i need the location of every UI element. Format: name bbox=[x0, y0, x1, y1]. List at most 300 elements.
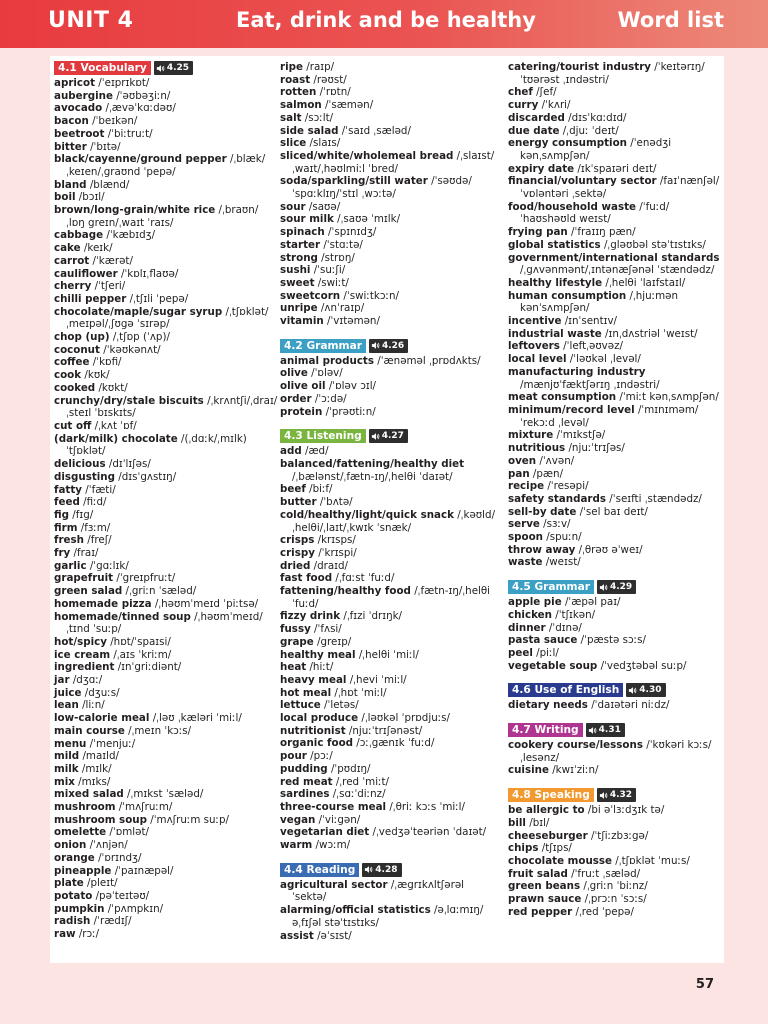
word-entry bbox=[280, 458, 504, 471]
word-entry bbox=[280, 879, 504, 892]
headword: sweetcorn bbox=[280, 289, 341, 302]
headword: cooked bbox=[54, 381, 96, 394]
headword: leftovers bbox=[508, 340, 560, 353]
pronunciation: /ˈtʃɪkən/ bbox=[551, 608, 596, 621]
pronunciation: /ˈfruːt ˌsæləd/ bbox=[567, 867, 641, 880]
pronunciation: /ˈkʊkəri kɔːs/ bbox=[642, 739, 712, 752]
pronunciation: /ɪnˈsentɪv/ bbox=[561, 315, 618, 328]
word-entry bbox=[54, 852, 276, 865]
word-entry bbox=[54, 915, 276, 928]
pronunciation: /ˈgɑːlɪk/ bbox=[86, 559, 129, 572]
headword: sushi bbox=[280, 264, 311, 277]
headword: be allergic to bbox=[508, 804, 585, 817]
pronunciation-continuation: ˌtɪnd ˈsuːp/ bbox=[66, 623, 122, 636]
word-entry bbox=[54, 712, 276, 725]
headword: sardines bbox=[280, 788, 330, 801]
headword: disgusting bbox=[54, 470, 116, 483]
section-title: Word list bbox=[617, 8, 724, 32]
pronunciation-continuation: ˈtʊərəst ˌɪndəstri/ bbox=[520, 73, 609, 86]
pronunciation: /ˈkəʊkənʌt/ bbox=[99, 343, 161, 356]
headword: serve bbox=[508, 518, 540, 531]
word-entry bbox=[508, 855, 724, 868]
pronunciation: /ˌhəʊmˈmeɪd ˈpiːtsə/ bbox=[151, 597, 259, 610]
headword: side salad bbox=[280, 124, 339, 137]
word-entry bbox=[54, 484, 276, 497]
pronunciation: /ˌhəʊmˈmeɪd/ bbox=[190, 610, 263, 623]
headword: due date bbox=[508, 124, 560, 137]
word-list-panel bbox=[50, 56, 724, 963]
pronunciation: /kwɪˈziːn/ bbox=[548, 764, 599, 777]
headword: apple pie bbox=[508, 596, 562, 609]
pronunciation: /ˈvedʒtəbəl suːp/ bbox=[597, 659, 687, 672]
word-entry bbox=[280, 737, 504, 750]
audio-track-button[interactable] bbox=[597, 580, 636, 594]
headword: milk bbox=[54, 762, 79, 775]
word-entry bbox=[280, 496, 504, 509]
section-heading bbox=[508, 723, 724, 737]
word-entry bbox=[508, 391, 724, 404]
pronunciation: /ˈɔːdə/ bbox=[311, 392, 347, 405]
headword: starter bbox=[280, 238, 321, 251]
audio-track-button[interactable] bbox=[369, 339, 408, 353]
pronunciation: /ˈɒrɪndʒ/ bbox=[94, 851, 142, 864]
pronunciation: /ˈtʃiːzbɜːgə/ bbox=[587, 829, 649, 842]
headword: vegan bbox=[280, 813, 316, 826]
headword: juice bbox=[54, 686, 82, 699]
word-entry bbox=[508, 531, 724, 544]
pronunciation: /maɪld/ bbox=[79, 750, 119, 763]
headword: incentive bbox=[508, 315, 562, 328]
pronunciation: /ˈeɪprɪkɒt/ bbox=[95, 77, 150, 89]
word-entry bbox=[280, 763, 504, 776]
pronunciation: /ˌmɪkst ˈsæləd/ bbox=[123, 788, 204, 801]
word-entry bbox=[508, 137, 724, 150]
word-entry bbox=[54, 928, 276, 941]
pronunciation: /ˈfʌsi/ bbox=[310, 623, 342, 636]
word-entry bbox=[508, 609, 724, 622]
section-label: 4.5 Grammar bbox=[508, 580, 594, 594]
pronunciation: /ˈænəməl ˌprɒdʌkts/ bbox=[373, 354, 481, 367]
word-entry bbox=[280, 547, 504, 560]
pronunciation: /strɒŋ/ bbox=[317, 251, 355, 264]
word-entry bbox=[54, 611, 276, 624]
headword: cookery course/lessons bbox=[508, 739, 643, 752]
word-entry bbox=[508, 596, 724, 609]
pronunciation: /ˈmiːt kənˌsʌmpʃən/ bbox=[616, 391, 719, 404]
pronunciation: /ˌhɒt ˈmiːl/ bbox=[331, 686, 387, 699]
word-entry bbox=[54, 547, 276, 560]
pronunciation: /əˈsɪst/ bbox=[313, 929, 352, 942]
pronunciation: /ˌævəˈkɑːdəʊ/ bbox=[102, 102, 176, 115]
word-entry bbox=[54, 801, 276, 814]
word-entry bbox=[280, 725, 504, 738]
headword: plate bbox=[54, 877, 84, 890]
pronunciation: /ˌhelθi ˈmiːl/ bbox=[355, 648, 419, 661]
pronunciation: /ˈsaɪd ˌsæləd/ bbox=[338, 124, 411, 137]
headword: unripe bbox=[280, 302, 318, 315]
pronunciation: /krɪsps/ bbox=[314, 534, 356, 547]
pronunciation: /ˌhjuːmən bbox=[626, 289, 679, 302]
word-entry bbox=[54, 268, 276, 281]
headword: (dark/milk) chocolate bbox=[54, 432, 178, 445]
word-entry bbox=[508, 739, 724, 752]
section-heading bbox=[280, 429, 504, 443]
headword: mix bbox=[54, 775, 75, 788]
headword: lean bbox=[54, 699, 79, 712]
pronunciation: /ˌkʌt ˈɒf/ bbox=[91, 419, 137, 432]
pronunciation: /ˈseɪfti ˌstændədz/ bbox=[606, 492, 702, 505]
headword: organic food bbox=[280, 737, 354, 750]
headword: menu bbox=[54, 737, 87, 750]
headword: sour milk bbox=[280, 213, 334, 226]
word-entry bbox=[54, 255, 276, 268]
headword: vegetarian diet bbox=[280, 826, 370, 839]
headword: order bbox=[280, 392, 312, 405]
pronunciation: /ˌmeɪn ˈkɔːs/ bbox=[124, 724, 192, 737]
headword: homemade pizza bbox=[54, 597, 152, 610]
word-entry bbox=[54, 306, 276, 319]
word-entry bbox=[280, 788, 504, 801]
word-entry bbox=[54, 420, 276, 433]
word-entry bbox=[508, 328, 724, 341]
headword: rotten bbox=[280, 86, 317, 99]
headword: delicious bbox=[54, 458, 106, 471]
section-heading bbox=[508, 580, 724, 594]
speaker-icon bbox=[599, 791, 608, 800]
headword: onion bbox=[54, 839, 87, 852]
word-entry bbox=[54, 661, 276, 674]
headword: safety standards bbox=[508, 492, 606, 505]
audio-track-number: 4.31 bbox=[598, 725, 621, 736]
headword: firm bbox=[54, 521, 78, 534]
word-entry bbox=[508, 468, 724, 481]
audio-track-button[interactable] bbox=[154, 61, 193, 75]
word-entry bbox=[280, 674, 504, 687]
page-number: 57 bbox=[695, 977, 714, 992]
word-entry bbox=[508, 239, 724, 252]
pronunciation: /ˈbeɪkən/ bbox=[88, 115, 138, 128]
pronunciation-continuation: /ˌgʌvənmənt/ˌɪntənæʃənəl ˈstændədz/ bbox=[520, 264, 715, 277]
headword: pineapple bbox=[54, 864, 112, 877]
word-entry bbox=[54, 572, 276, 585]
word-entry bbox=[508, 647, 724, 660]
pronunciation: /ˈpʌmpkɪn/ bbox=[104, 902, 164, 915]
headword: fatty bbox=[54, 483, 82, 496]
headword: assist bbox=[280, 929, 314, 942]
headword: chicken bbox=[508, 608, 552, 621]
pronunciation: /ˈmʌʃruːm suːp/ bbox=[146, 813, 230, 826]
headword: pumpkin bbox=[54, 902, 105, 915]
pronunciation: /ˈenədʒi bbox=[626, 137, 672, 150]
headword: grapefruit bbox=[54, 572, 114, 585]
headword: orange bbox=[54, 851, 95, 864]
word-entry bbox=[280, 239, 504, 252]
word-entry bbox=[54, 763, 276, 776]
pronunciation: /ɪkˈspaɪəri deɪt/ bbox=[574, 162, 657, 175]
headword: butter bbox=[280, 496, 317, 509]
section-label: 4.4 Reading bbox=[280, 863, 359, 877]
pronunciation: /bɪl/ bbox=[525, 816, 550, 829]
word-entry bbox=[54, 128, 276, 141]
word-entry bbox=[508, 201, 724, 214]
word-entry bbox=[54, 534, 276, 547]
pronunciation: /ˈpaɪnæpəl/ bbox=[111, 864, 174, 877]
word-entry bbox=[54, 560, 276, 573]
audio-track-number: 4.30 bbox=[639, 685, 662, 696]
speaker-icon bbox=[599, 583, 608, 592]
headword: pasta sauce bbox=[508, 634, 578, 647]
headword: coffee bbox=[54, 356, 90, 369]
word-entry bbox=[508, 544, 724, 557]
word-entry bbox=[508, 842, 724, 855]
headword: healthy lifestyle bbox=[508, 276, 603, 289]
headword: three-course meal bbox=[280, 800, 387, 813]
pronunciation: /ˈkɒfi/ bbox=[89, 356, 122, 369]
headword: balanced/fattening/healthy diet bbox=[280, 457, 465, 470]
pronunciation: /ˌaɪs ˈkriːm/ bbox=[110, 648, 172, 661]
word-entry bbox=[54, 687, 276, 700]
headword: cheeseburger bbox=[508, 829, 588, 842]
pronunciation: /mɪlk/ bbox=[78, 762, 112, 775]
headword: dried bbox=[280, 559, 311, 572]
word-entry bbox=[54, 496, 276, 509]
pronunciation: /ˈmenjuː/ bbox=[86, 737, 136, 750]
pronunciation: /pæn/ bbox=[529, 467, 564, 480]
pronunciation: /mɪks/ bbox=[74, 775, 111, 788]
pronunciation: /sɜːv/ bbox=[539, 518, 571, 531]
headword: cake bbox=[54, 242, 81, 255]
pronunciation: /ˈprəʊtiːn/ bbox=[322, 405, 376, 418]
word-entry bbox=[54, 433, 276, 446]
word-entry bbox=[54, 153, 276, 166]
headword: fry bbox=[54, 547, 71, 560]
headword: low-calorie meal bbox=[54, 712, 150, 725]
headword: cherry bbox=[54, 280, 92, 293]
pronunciation: /bi əˈlɜːdʒɪk tə/ bbox=[584, 804, 665, 817]
headword: waste bbox=[508, 556, 543, 569]
pronunciation: /ˈləʊkəl ˌlevəl/ bbox=[566, 353, 641, 366]
pronunciation: /ˈɒləv ɔɪl/ bbox=[325, 380, 377, 393]
word-entry bbox=[54, 293, 276, 306]
pronunciation: /ˌvedʒəˈteəriən ˈdaɪət/ bbox=[369, 826, 487, 839]
word-entry bbox=[508, 366, 724, 379]
word-entry bbox=[508, 556, 724, 569]
pronunciation: /wɔːm/ bbox=[312, 839, 351, 852]
headword: mixed salad bbox=[54, 788, 124, 801]
pronunciation-continuation: kənˈsʌmpʃən/ bbox=[520, 302, 590, 315]
pronunciation-continuation: ˈrekɔːd ˌlevəl/ bbox=[520, 416, 589, 429]
pronunciation: /ˈfraɪɪŋ pæn/ bbox=[567, 226, 636, 239]
headword: chop (up) bbox=[54, 331, 110, 344]
word-entry bbox=[508, 163, 724, 176]
pronunciation: /keɪk/ bbox=[80, 242, 113, 255]
word-entry bbox=[54, 509, 276, 522]
word-entry bbox=[54, 814, 276, 827]
pronunciation-continuation: /ˌbælənst/ˌfætn-ɪŋ/ˌhelθi ˈdaɪət/ bbox=[292, 470, 453, 483]
pronunciation-continuation: ˌlesənz/ bbox=[520, 751, 560, 764]
headword: soda/sparkling/still water bbox=[280, 175, 428, 188]
headword: financial/voluntary sector bbox=[508, 175, 657, 188]
word-entry bbox=[54, 649, 276, 662]
pronunciation: /ˌsaʊə ˈmɪlk/ bbox=[333, 213, 401, 226]
pronunciation: /ˈresəpi/ bbox=[544, 480, 589, 493]
pronunciation: /ˈbiːtruːt/ bbox=[104, 127, 153, 140]
pronunciation: /ˈsəʊdə/ bbox=[427, 175, 472, 188]
pronunciation: /ˈgreɪpfruːt/ bbox=[113, 572, 176, 585]
headword: protein bbox=[280, 405, 323, 418]
page-title: Eat, drink and be healthy bbox=[236, 8, 536, 32]
word-entry bbox=[508, 61, 724, 74]
word-entry bbox=[54, 903, 276, 916]
word-entry bbox=[54, 674, 276, 687]
audio-track-button[interactable] bbox=[369, 429, 408, 443]
word-entry bbox=[508, 518, 724, 531]
pronunciation: /ˈpæstə sɔːs/ bbox=[577, 634, 646, 647]
headword: radish bbox=[54, 915, 91, 928]
headword: expiry date bbox=[508, 162, 575, 175]
headword: mixture bbox=[508, 429, 554, 442]
headword: main course bbox=[54, 724, 125, 737]
pronunciation: /ˌtʃɒklət ˈmuːs/ bbox=[612, 854, 690, 867]
pronunciation: /ˈvɪtəmən/ bbox=[323, 315, 380, 328]
word-entry bbox=[54, 598, 276, 611]
headword: local level bbox=[508, 353, 567, 366]
word-entry bbox=[54, 877, 276, 890]
word-entry bbox=[54, 102, 276, 115]
word-entry bbox=[508, 290, 724, 303]
word-entry bbox=[280, 380, 504, 393]
word-entry bbox=[508, 99, 724, 112]
headword: nutritious bbox=[508, 442, 566, 455]
headword: beef bbox=[280, 483, 306, 496]
audio-track-number: 4.27 bbox=[381, 431, 404, 442]
headword: sour bbox=[280, 200, 306, 213]
word-entry bbox=[280, 610, 504, 623]
pronunciation: /pɔː/ bbox=[306, 750, 333, 763]
pronunciation: /ˌfætn-ɪŋ/ˌhelθi bbox=[410, 585, 491, 598]
word-entry bbox=[280, 252, 504, 265]
pronunciation: /piːl/ bbox=[532, 646, 559, 659]
pronunciation: /ˈmʌʃruːm/ bbox=[115, 801, 173, 814]
pronunciation: /draɪd/ bbox=[310, 559, 348, 572]
word-entry bbox=[280, 814, 504, 827]
pronunciation: /ˈmɪnɪməm/ bbox=[634, 403, 699, 416]
headword: throw away bbox=[508, 543, 576, 556]
word-entry bbox=[508, 880, 724, 893]
word-entry bbox=[54, 522, 276, 535]
word-entry bbox=[280, 150, 504, 163]
audio-track-button[interactable] bbox=[597, 788, 636, 802]
pronunciation: /hiːt/ bbox=[306, 661, 334, 674]
headword: fast food bbox=[280, 572, 333, 585]
pronunciation: /əˌlɑːmɪŋ/ bbox=[430, 904, 484, 917]
word-entry bbox=[54, 179, 276, 192]
word-list-column-1 bbox=[54, 61, 276, 941]
word-entry bbox=[280, 750, 504, 763]
unit-header bbox=[0, 0, 768, 48]
headword: food/household waste bbox=[508, 200, 636, 213]
pronunciation-continuation: ˌlɒŋ greɪn/ˌwaɪt ˈraɪs/ bbox=[66, 216, 174, 229]
pronunciation: /ˈkærət/ bbox=[89, 254, 133, 267]
word-entry bbox=[280, 74, 504, 87]
headword: garlic bbox=[54, 559, 87, 572]
headword: crisps bbox=[280, 534, 315, 547]
audio-track-button[interactable] bbox=[626, 683, 665, 697]
headword: local produce bbox=[280, 712, 359, 725]
pronunciation: /sɔːlt/ bbox=[301, 111, 334, 124]
section-label: 4.1 Vocabulary bbox=[54, 61, 151, 75]
pronunciation: /ˈstɑːtə/ bbox=[320, 238, 363, 251]
section-label: 4.7 Writing bbox=[508, 723, 583, 737]
word-entry bbox=[54, 750, 276, 763]
pronunciation: /raɪp/ bbox=[302, 61, 335, 73]
pronunciation-continuation: ˈvɒləntəri ˌsektə/ bbox=[520, 188, 607, 201]
word-entry bbox=[508, 277, 724, 290]
headword: sliced/white/wholemeal bread bbox=[280, 149, 454, 162]
pronunciation: /pleɪt/ bbox=[83, 877, 118, 890]
word-entry bbox=[54, 636, 276, 649]
pronunciation: /faɪˈnænʃəl/ bbox=[656, 175, 720, 188]
headword: fattening/healthy food bbox=[280, 585, 411, 598]
pronunciation: /bɔɪl/ bbox=[75, 191, 105, 204]
word-entry bbox=[508, 429, 724, 442]
pronunciation-continuation: kənˌsʌmpʃən/ bbox=[520, 149, 590, 162]
word-entry bbox=[508, 404, 724, 417]
word-entry bbox=[54, 191, 276, 204]
headword: chef bbox=[508, 86, 533, 99]
pronunciation: /ˈʌnjən/ bbox=[86, 839, 128, 852]
pronunciation: /fɪg/ bbox=[69, 508, 94, 521]
word-entry bbox=[54, 738, 276, 751]
audio-track-button[interactable] bbox=[362, 863, 401, 877]
pronunciation: /hɒt/ˈspaɪsi/ bbox=[106, 635, 171, 648]
pronunciation: /ˌgriːn ˈbiːnz/ bbox=[580, 880, 648, 893]
speaker-icon bbox=[371, 341, 380, 350]
pronunciation: /ˈkɒlɪˌflaʊə/ bbox=[117, 267, 179, 280]
headword: omelette bbox=[54, 826, 107, 839]
pronunciation: /ˈbɪtə/ bbox=[86, 140, 121, 153]
audio-track-button[interactable] bbox=[586, 723, 625, 737]
headword: alarming/official statistics bbox=[280, 904, 431, 917]
headword: slice bbox=[280, 137, 307, 150]
word-entry bbox=[508, 340, 724, 353]
headword: curry bbox=[508, 99, 539, 112]
pronunciation: /spuːn/ bbox=[542, 531, 582, 544]
pronunciation-continuation: ˈfuːd/ bbox=[292, 597, 319, 610]
pronunciation: /blænd/ bbox=[86, 178, 130, 191]
pronunciation: /ˌred ˈpepə/ bbox=[572, 905, 634, 918]
headword: pudding bbox=[280, 762, 328, 775]
word-entry bbox=[280, 355, 504, 368]
headword: green beans bbox=[508, 880, 581, 893]
pronunciation: /ˌsɑːˈdiːnz/ bbox=[329, 788, 386, 801]
word-entry bbox=[280, 801, 504, 814]
word-entry bbox=[508, 634, 724, 647]
headword: global statistics bbox=[508, 238, 601, 251]
pronunciation: /ˈletəs/ bbox=[320, 699, 359, 712]
headword: lettuce bbox=[280, 699, 321, 712]
pronunciation: /ˌtʃɪli ˈpepə/ bbox=[126, 292, 189, 305]
word-entry bbox=[508, 315, 724, 328]
headword: cold/healthy/light/quick snack bbox=[280, 508, 454, 521]
word-entry bbox=[508, 893, 724, 906]
pronunciation: /ˌgləʊbəl stəˈtɪstɪks/ bbox=[600, 238, 706, 251]
headword: frying pan bbox=[508, 226, 568, 239]
headword: salmon bbox=[280, 99, 322, 112]
unit-label: UNIT 4 bbox=[48, 8, 134, 33]
pronunciation: /weɪst/ bbox=[542, 556, 581, 569]
headword: energy consumption bbox=[508, 137, 627, 150]
